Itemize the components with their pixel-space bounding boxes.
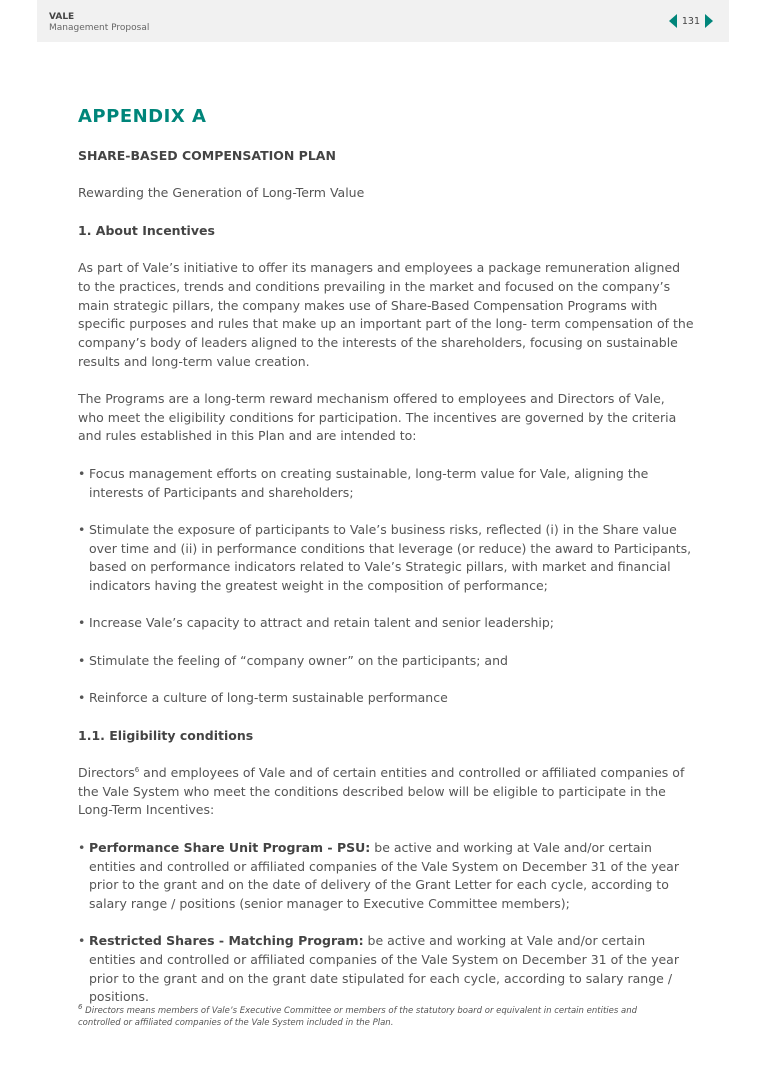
next-page-icon[interactable] [705,14,713,28]
footnote-reference[interactable]: 6 [134,765,140,774]
section-1-heading: 1. About Incentives [78,222,215,238]
objective-bullet: • Increase Vale’s capacity to attract and retain talent and senior leadership; [78,614,694,633]
section-1-paragraph-1: As part of Vale’s initiative to offer its managers and employees a package remuneration aligned to the practices, trends and conditions prevailing in the market and focused on the company’s main strategic pillars, the company makes use of Share-Based Compensation Programs with specific purposes and rules that make up an important part of the long- term compensation of the company’s body of leaders aligned to the interests of the shareholders, focusing on sustainable results and long-term value creation. [78,260,694,369]
objective-bullet: • Reinforce a culture of long-term sustainable performance [78,689,694,708]
program-bullet-psu [78,839,694,914]
brand-block [49,13,149,33]
objective-bullet: • Stimulate the feeling of “company owner” on the participants; and [78,652,694,671]
document-subtitle: Management Proposal [49,23,150,33]
page-navigator [669,14,713,28]
footnote [78,1005,678,1029]
program-description: be active and working at Vale and/or certain entities and controlled or affiliated companies of the Vale System on December 31 of the year prior to the grant and on the grant date stipulated for each cycle, according to salary range / positions. [89,933,679,1005]
objective-bullet: • Stimulate the exposure of participants to Vale’s business risks, reflected (i) in the Share value over time and (ii) in performance conditions that leverage (or reduce) the award to Participants, based on performance indicators related to Vale’s Strategic pillars, with market and financial indicators having the greatest weight in the composition of performance; [78,521,694,596]
appendix-title: APPENDIX A [78,106,207,127]
previous-page-icon[interactable] [669,14,677,28]
eligibility-intro-prefix: Directors [78,765,135,781]
program-name: Performance Share Unit Program - PSU: [89,839,371,855]
program-description: be active and working at Vale and/or certain entities and controlled or affiliated companies of the Vale System on December 31 of the year prior to the grant and on the date of delivery of the Grant Letter for each cycle, according to salary range / positions (senior manager to Executive Committee members); [89,839,679,911]
page-header [37,0,729,42]
eligibility-intro [78,764,694,820]
document-body [78,104,694,1007]
footnote-text: Directors means members of Vale’s Executive Committee or members of the statutory board or equivalent in certain entities and controlled or affiliated companies of the Vale System included in the Plan. [78,1006,637,1028]
plan-tagline: Rewarding the Generation of Long-Term Value [78,185,365,201]
section-1-1-heading: 1.1. Eligibility conditions [78,727,254,743]
footnote-marker: 6 [78,1003,83,1012]
objective-bullet: • Focus management efforts on creating sustainable, long-term value for Vale, aligning the interests of Participants and shareholders; [78,465,694,502]
program-bullet-matching [78,932,694,1007]
brand-name: VALE [49,12,75,22]
plan-title: SHARE-BASED COMPENSATION PLAN [78,148,336,163]
section-1-paragraph-2: The Programs are a long-term reward mechanism offered to employees and Directors of Vale, who meet the eligibility conditions for participation. The incentives are governed by the criteria and rules established in this Plan and are intended to: [78,391,677,444]
program-name: Restricted Shares - Matching Program: [89,933,364,949]
page-number: 131 [681,15,700,27]
eligibility-intro-suffix: and employees of Vale and of certain entities and controlled or affiliated companies of the Vale System who meet the conditions described below will be eligible to participate in the Long-Term Incentives: [78,765,685,818]
